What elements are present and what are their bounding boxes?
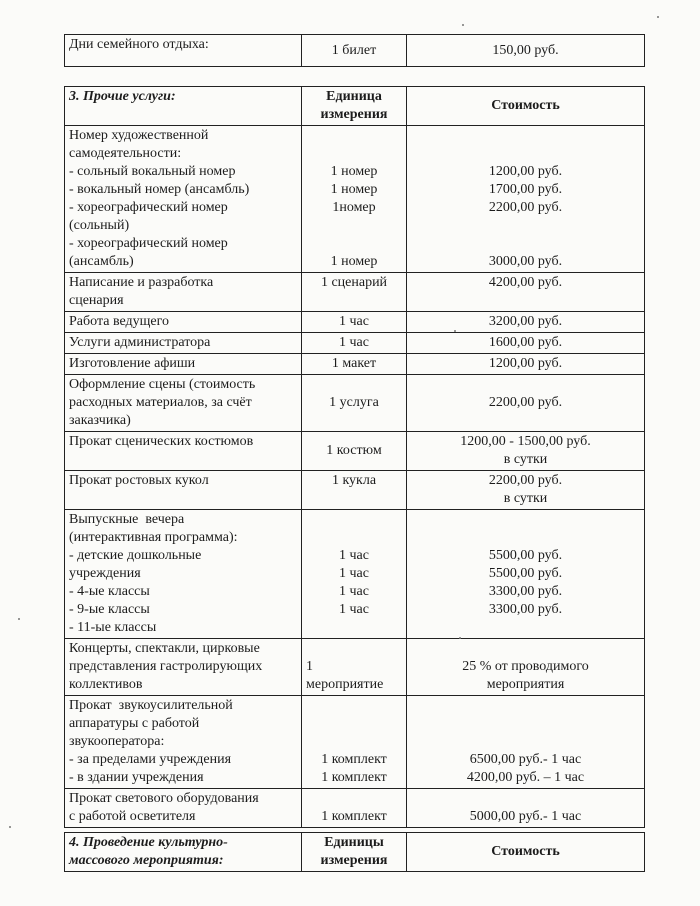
service-name: Оформление сцены (стоимость расходных материалов, за счёт заказчика): [65, 375, 302, 432]
service-price: 6500,00 руб.- 1 час 4200,00 руб. – 1 час: [407, 696, 645, 789]
service-name: Дни семейного отдыха:: [65, 35, 302, 67]
service-unit: 1 костюм: [302, 432, 407, 471]
scan-speck: [462, 24, 464, 26]
column-header-price: Стоимость: [407, 833, 645, 872]
service-price: 1200,00 руб.: [407, 354, 645, 375]
column-header-price: Стоимость: [407, 87, 645, 126]
service-name: Прокат ростовых кукол: [65, 471, 302, 510]
service-unit: 1 мероприятие: [302, 639, 407, 696]
service-price: 2200,00 руб. в сутки: [407, 471, 645, 510]
cultural-events-table: [64, 832, 645, 872]
service-price: 5500,00 руб. 5500,00 руб. 3300,00 руб. 3300,00 руб.: [407, 510, 645, 639]
service-unit: 1 час: [302, 312, 407, 333]
service-name: Номер художественной самодеятельности: - сольный вокальный номер - вокальный номер (ансамбль) - хореографический номер (сольный) - хореографический номер (ансамбль): [65, 126, 302, 273]
service-name: Концерты, спектакли, цирковые представления гастролирующих коллективов: [65, 639, 302, 696]
scan-speck: [459, 637, 461, 639]
service-unit: 1 билет: [302, 35, 407, 67]
service-price: 3200,00 руб.: [407, 312, 645, 333]
service-unit: 1 сценарий: [302, 273, 407, 312]
service-price: 25 % от проводимого мероприятия: [407, 639, 645, 696]
service-unit: 1 комплект 1 комплект: [302, 696, 407, 789]
service-price: 2200,00 руб.: [407, 375, 645, 432]
service-unit: 1 час: [302, 333, 407, 354]
scan-speck: [9, 826, 11, 828]
service-name: Изготовление афиши: [65, 354, 302, 375]
table-row: [65, 375, 645, 432]
table-header-row: [65, 833, 645, 872]
table-row: [65, 333, 645, 354]
service-unit: 1 кукла: [302, 471, 407, 510]
scan-speck: [454, 330, 456, 332]
table-row: [65, 273, 645, 312]
scan-speck: [18, 618, 20, 620]
other-services-table: [64, 86, 645, 828]
table-row: [65, 471, 645, 510]
section-title: 3. Прочие услуги:: [65, 87, 302, 126]
service-name: Прокат светового оборудования с работой осветителя: [65, 789, 302, 828]
family-days-table: [64, 34, 645, 67]
service-name: Прокат звукоусилительной аппаратуры с работой звукооператора: - за пределами учреждения - в здании учреждения: [65, 696, 302, 789]
service-unit: 1 услуга: [302, 375, 407, 432]
service-name: Выпускные вечера (интерактивная программа): - детские дошкольные учреждения - 4-ые классы - 9-ые классы - 11-ые классы: [65, 510, 302, 639]
service-unit: 1 макет: [302, 354, 407, 375]
scan-speck: [657, 16, 659, 18]
service-name: Услуги администратора: [65, 333, 302, 354]
service-price: 4200,00 руб.: [407, 273, 645, 312]
service-name: Написание и разработка сценария: [65, 273, 302, 312]
table-row: [65, 354, 645, 375]
table-row: [65, 126, 645, 273]
service-unit: 1 номер 1 номер 1номер 1 номер: [302, 126, 407, 273]
table-row: [65, 639, 645, 696]
section-title: 4. Проведение культурно- массового мероприятия:: [65, 833, 302, 872]
table-row: [65, 312, 645, 333]
service-price: 1200,00 руб. 1700,00 руб. 2200,00 руб. 3000,00 руб.: [407, 126, 645, 273]
service-price: 1200,00 - 1500,00 руб. в сутки: [407, 432, 645, 471]
table-row: [65, 432, 645, 471]
service-price: 150,00 руб.: [407, 35, 645, 67]
service-unit: 1 комплект: [302, 789, 407, 828]
service-name: Работа ведущего: [65, 312, 302, 333]
service-price: 1600,00 руб.: [407, 333, 645, 354]
table-row: [65, 789, 645, 828]
table-row: [65, 35, 645, 67]
service-price: 5000,00 руб.- 1 час: [407, 789, 645, 828]
column-header-unit: Единица измерения: [302, 87, 407, 126]
table-row: [65, 696, 645, 789]
table-row: [65, 510, 645, 639]
service-unit: 1 час 1 час 1 час 1 час: [302, 510, 407, 639]
table-header-row: [65, 87, 645, 126]
service-name: Прокат сценических костюмов: [65, 432, 302, 471]
column-header-unit: Единицы измерения: [302, 833, 407, 872]
